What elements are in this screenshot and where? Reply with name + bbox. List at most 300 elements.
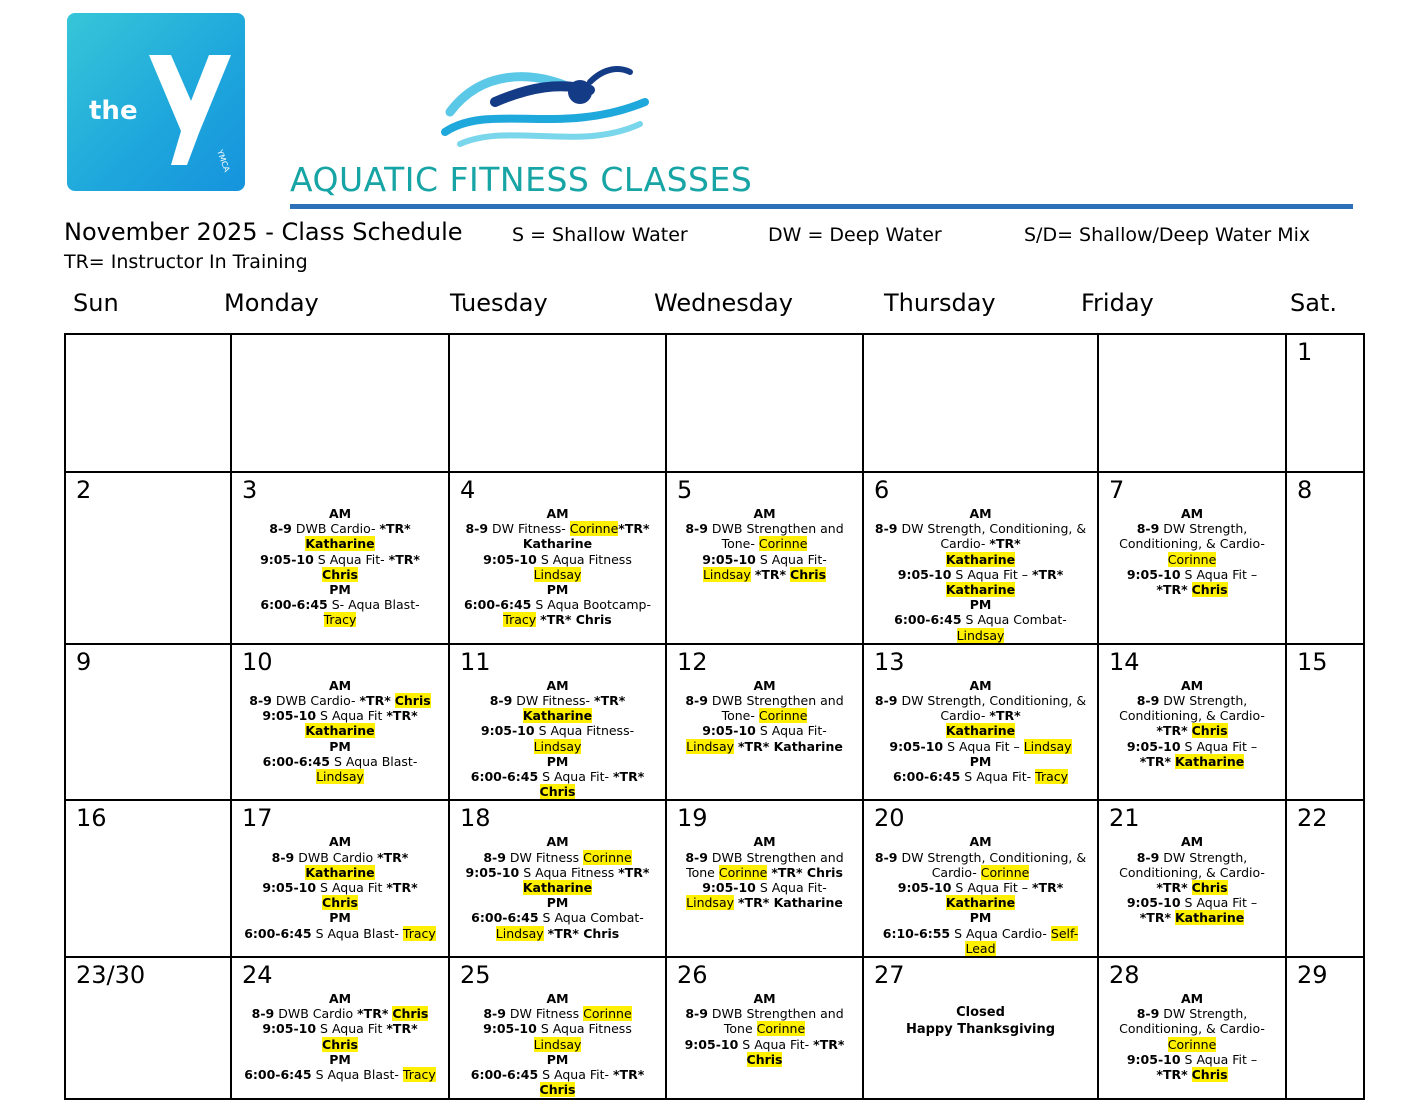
day-header-sun: Sun <box>73 289 119 317</box>
class-time: 8-9 <box>685 1006 708 1022</box>
class-time: 8-9 <box>685 693 708 709</box>
training-tag: *TR* Chris <box>771 864 843 880</box>
day-cell <box>231 800 449 957</box>
day-cell <box>65 334 231 472</box>
instructor-name: Tracy <box>402 925 436 941</box>
class-name: S Aqua Fit <box>320 880 387 896</box>
class-name: S Aqua Fit – <box>955 880 1033 896</box>
day-cell <box>666 334 863 472</box>
class-time: 8-9 <box>483 1006 506 1022</box>
training-tag: *TR* <box>989 536 1021 552</box>
class-time: 8-9 <box>1136 693 1160 709</box>
instructor-name: Tracy <box>323 612 357 628</box>
class-time: 8-9 <box>874 521 898 537</box>
am-label: AM <box>753 834 776 850</box>
instructor-name: Lindsay <box>702 566 751 582</box>
class-name: DW Fitness <box>509 849 584 865</box>
class-time: 8-9 <box>1136 849 1160 865</box>
class-time: 9:05-10 <box>260 551 314 567</box>
pm-label: PM <box>546 753 569 769</box>
class-time: 6:00-6:45 <box>262 753 330 769</box>
day-cell <box>863 644 1098 801</box>
day-cell <box>231 334 449 472</box>
day-number: 9 <box>76 647 92 676</box>
instructor-name: Lindsay <box>1023 738 1072 754</box>
class-name: DW Strength, Conditioning, & Cardio- <box>901 693 1087 724</box>
class-name: S Aqua Blast- <box>315 1067 403 1083</box>
day-cell <box>863 957 1098 1098</box>
training-tag: *TR* Chris <box>547 925 620 941</box>
training-tag: *TR* <box>618 521 650 537</box>
day-header-tue: Tuesday <box>450 289 548 317</box>
day-header-mon: Monday <box>224 289 319 317</box>
day-header-fri: Friday <box>1081 289 1154 317</box>
class-name: DW Fitness- <box>516 693 595 709</box>
page-title: AQUATIC FITNESS CLASSES <box>290 160 753 199</box>
logo-text: the <box>89 96 138 126</box>
training-tag: *TR* Katharine <box>738 738 843 754</box>
instructor-name: Chris <box>1191 1067 1228 1083</box>
class-time: 8-9 <box>489 693 513 709</box>
class-time: 8-9 <box>874 693 898 709</box>
class-name: S Aqua Fit – <box>1184 566 1258 582</box>
instructor-name: Katharine <box>522 880 593 896</box>
training-tag: *TR* <box>386 708 418 724</box>
pm-label: PM <box>969 753 992 769</box>
title-rule <box>290 204 1353 209</box>
class-time: 9:05-10 <box>702 551 756 567</box>
instructor-name: Corinne <box>583 849 632 865</box>
day-cell <box>65 957 231 1098</box>
day-number: 27 <box>874 961 905 990</box>
training-tag: *TR* <box>1032 880 1064 896</box>
class-time: 6:00-6:45 <box>244 1067 312 1083</box>
day-cell <box>1098 957 1286 1098</box>
day-number: 13 <box>874 647 905 676</box>
instructor-name: Corinne <box>1167 1036 1217 1052</box>
class-name: S Aqua Fit- <box>964 769 1036 785</box>
training-tag: *TR* <box>388 551 420 567</box>
training-tag: *TR* <box>1156 1067 1188 1083</box>
instructor-name: Tracy <box>1035 769 1069 785</box>
instructor-name: Self-Lead <box>965 925 1079 956</box>
class-name: S Aqua Combat- <box>965 612 1067 628</box>
day-number: 22 <box>1297 804 1328 833</box>
class-name: DW Strength, Conditioning, & Cardio- <box>1119 693 1265 724</box>
class-name: DW Strength, Conditioning, & Cardio- <box>1119 849 1265 880</box>
class-name: S Aqua Fit- <box>317 551 389 567</box>
class-name: S Aqua Bootcamp- <box>535 597 651 613</box>
instructor-name: Lindsay <box>686 738 735 754</box>
day-cell <box>863 334 1098 472</box>
ymca-logo <box>67 13 245 191</box>
class-time: 9:05-10 <box>262 708 317 724</box>
day-number: 12 <box>677 647 708 676</box>
class-name: DW Strength, Conditioning, & Cardio- <box>901 849 1087 880</box>
class-time: 8-9 <box>271 849 295 865</box>
class-time: 8-9 <box>251 1006 275 1022</box>
instructor-name: Lindsay <box>495 925 544 941</box>
instructor-name: Katharine <box>305 864 375 880</box>
class-name: S Aqua Fit- <box>759 723 827 739</box>
instructor-name: Corinne <box>980 864 1030 880</box>
instructor-name: Katharine <box>522 536 593 552</box>
am-label: AM <box>546 834 569 850</box>
instructor-name: Katharine <box>1174 910 1245 926</box>
instructor-name: Lindsay <box>533 566 582 582</box>
class-time: 8-9 <box>269 521 292 537</box>
class-time: 8-9 <box>685 521 708 537</box>
class-time: 6:10-6:55 <box>882 925 951 941</box>
am-label: AM <box>546 506 569 521</box>
class-time: 6:00-6:45 <box>244 925 312 941</box>
class-name: S Aqua Fitness <box>540 1021 632 1037</box>
am-label: AM <box>328 506 352 521</box>
day-cell <box>1286 334 1364 472</box>
class-name: S- Aqua Blast- <box>331 597 420 613</box>
am-label: AM <box>969 834 992 850</box>
week-row <box>65 472 1364 644</box>
training-tag: *TR* <box>1139 910 1171 926</box>
class-time: 9:05-10 <box>897 566 952 582</box>
class-time: 9:05-10 <box>262 880 317 896</box>
training-tag: *TR* <box>989 708 1021 724</box>
class-name: S Aqua Fit- <box>542 769 613 785</box>
class-name: S Aqua Combat- <box>542 910 644 926</box>
legend-shallow: S = Shallow Water <box>512 224 688 246</box>
day-number: 1 <box>1297 338 1313 366</box>
class-name: DWB Strengthen and Tone <box>711 1006 844 1037</box>
day-header-wed: Wednesday <box>654 289 793 317</box>
instructor-name: Corinne <box>758 536 808 552</box>
day-number: 14 <box>1109 647 1140 676</box>
class-time: 8-9 <box>249 693 272 709</box>
am-label: AM <box>969 677 992 693</box>
day-cell <box>666 644 863 801</box>
instructor-name: Chris <box>1191 582 1228 598</box>
day-number: 10 <box>242 647 273 676</box>
instructor-name: Lindsay <box>316 769 364 785</box>
class-time: 8-9 <box>874 849 898 865</box>
day-cell <box>1286 957 1364 1098</box>
training-tag: *TR* <box>618 864 650 880</box>
instructor-name: Chris <box>394 693 431 709</box>
instructor-name: Corinne <box>756 1021 806 1037</box>
class-name: DW Strength, Conditioning, & Cardio- <box>901 521 1087 552</box>
training-tag: *TR* <box>1156 582 1188 598</box>
instructor-name: Lindsay <box>686 895 735 911</box>
class-name: DWB Strengthen and Tone- <box>711 693 844 724</box>
legend-training: TR= Instructor In Training <box>64 251 308 273</box>
instructor-name: Chris <box>539 784 576 800</box>
class-name: DW Strength, Conditioning, & Cardio- <box>1119 1006 1265 1037</box>
week-row <box>65 800 1364 957</box>
pm-label: PM <box>969 910 992 926</box>
training-tag: *TR* <box>1139 753 1171 769</box>
am-label: AM <box>1180 834 1204 850</box>
training-tag: *TR* <box>377 849 409 865</box>
day-number: 29 <box>1297 961 1328 990</box>
class-name: DW Fitness <box>509 1006 584 1022</box>
class-name: DWB Cardio- <box>295 521 380 537</box>
day-cell <box>449 957 666 1098</box>
day-number: 6 <box>874 476 890 504</box>
day-cell <box>1286 644 1364 801</box>
class-name: S Aqua Blast- <box>315 925 403 941</box>
day-cell <box>231 472 449 644</box>
calendar-grid <box>64 333 1365 1100</box>
day-number: 26 <box>677 961 708 990</box>
training-tag: *TR* Chris <box>540 612 612 628</box>
class-name: DW Strength, Conditioning, & Cardio- <box>1119 521 1265 552</box>
class-time: 6:00-6:45 <box>463 597 532 613</box>
instructor-name: Chris <box>322 1036 358 1052</box>
class-time: 9:05-10 <box>889 738 944 754</box>
class-name: S Aqua Fit <box>320 708 387 724</box>
am-label: AM <box>753 991 776 1007</box>
training-tag: *TR* Katharine <box>738 895 843 911</box>
pm-label: PM <box>329 738 351 754</box>
am-label: AM <box>328 834 352 850</box>
day-cell <box>65 800 231 957</box>
day-cell <box>666 472 863 644</box>
class-time: 9:05-10 <box>702 723 756 739</box>
instructor-name: Katharine <box>522 708 593 724</box>
pm-label: PM <box>546 582 569 598</box>
instructor-name: Chris <box>322 895 358 911</box>
day-number: 25 <box>460 961 491 990</box>
class-name: S Aqua Fit <box>320 1021 387 1037</box>
instructor-name: Katharine <box>305 723 375 739</box>
day-number: 3 <box>242 476 258 504</box>
pm-label: PM <box>329 910 351 926</box>
closed-label: Closed <box>956 1005 1005 1021</box>
am-label: AM <box>753 506 776 521</box>
swimmer-icon <box>440 62 650 152</box>
legend-mix: S/D= Shallow/Deep Water Mix <box>1024 224 1311 246</box>
training-tag: *TR* <box>1156 723 1188 739</box>
pm-label: PM <box>969 597 992 613</box>
am-label: AM <box>328 677 352 693</box>
day-number: 11 <box>460 647 491 676</box>
training-tag: *TR* <box>386 1021 418 1037</box>
week-row <box>65 644 1364 801</box>
class-name: S Aqua Fit – <box>955 566 1033 582</box>
day-events <box>667 473 862 582</box>
training-tag: *TR* <box>813 1036 845 1052</box>
class-name: S Aqua Blast- <box>333 753 418 769</box>
class-name: S Aqua Fit- <box>742 1036 814 1052</box>
day-events <box>864 473 1097 643</box>
instructor-name: Chris <box>539 1082 576 1098</box>
day-number: 7 <box>1109 476 1125 504</box>
instructor-name: Chris <box>746 1051 783 1067</box>
class-time: 9:05-10 <box>480 723 535 739</box>
training-tag: *TR* <box>379 521 411 537</box>
instructor-name: Chris <box>1191 880 1228 896</box>
day-cell <box>231 957 449 1098</box>
class-name: DW Fitness- <box>492 521 570 537</box>
am-label: AM <box>1180 677 1204 693</box>
instructor-name: Corinne <box>718 864 768 880</box>
logo-mark: YMCA <box>215 148 232 174</box>
day-number: 23/30 <box>76 961 146 990</box>
instructor-name: Tracy <box>402 1067 436 1083</box>
class-time: 9:05-10 <box>1126 895 1181 911</box>
class-time: 6:00-6:45 <box>470 769 539 785</box>
class-time: 8-9 <box>1136 1006 1160 1022</box>
day-events <box>232 473 448 628</box>
day-number: 21 <box>1109 804 1140 833</box>
instructor-name: Chris <box>322 566 358 582</box>
class-time: 8-9 <box>465 521 489 537</box>
day-cell <box>231 644 449 801</box>
class-time: 9:05-10 <box>702 880 756 896</box>
class-name: DWB Cardio <box>298 849 378 865</box>
pm-label: PM <box>329 1051 351 1067</box>
day-header-sat: Sat. <box>1290 289 1337 317</box>
week-row <box>65 334 1364 472</box>
pm-label: PM <box>546 895 569 911</box>
class-name: S Aqua Fit – <box>1184 895 1258 911</box>
instructor-name: Lindsay <box>956 627 1005 643</box>
training-tag: *TR* <box>1032 566 1064 582</box>
class-name: S Aqua Fit – <box>1184 1051 1258 1067</box>
class-name: DWB Cardio <box>278 1006 358 1022</box>
day-cell <box>65 472 231 644</box>
holiday-label: Happy Thanksgiving <box>905 1022 1056 1038</box>
day-cell <box>1098 472 1286 644</box>
day-cell <box>449 800 666 957</box>
class-time: 9:05-10 <box>1126 566 1181 582</box>
day-cell <box>65 644 231 801</box>
class-time: 6:00-6:45 <box>260 597 328 613</box>
day-cell <box>1286 800 1364 957</box>
training-tag: *TR* <box>359 693 391 709</box>
legend-deep: DW = Deep Water <box>768 224 942 246</box>
day-number: 17 <box>242 804 273 833</box>
training-tag: *TR* <box>613 1067 645 1083</box>
class-time: 9:05-10 <box>897 880 952 896</box>
class-name: S Aqua Cardio- <box>954 925 1051 941</box>
class-time: 9:05-10 <box>1126 1051 1181 1067</box>
week-row <box>65 957 1364 1098</box>
class-time: 9:05-10 <box>1126 738 1181 754</box>
class-name: S Aqua Fitness- <box>538 723 635 739</box>
day-number: 28 <box>1109 961 1140 990</box>
class-time: 8-9 <box>483 849 506 865</box>
instructor-name: Lindsay <box>533 738 582 754</box>
day-number: 20 <box>874 804 905 833</box>
day-cell <box>1098 800 1286 957</box>
class-name: S Aqua Fit – <box>947 738 1024 754</box>
instructor-name: Chris <box>790 566 827 582</box>
am-label: AM <box>753 677 776 693</box>
day-cell <box>863 800 1098 957</box>
day-number: 16 <box>76 804 107 833</box>
day-events <box>450 473 665 628</box>
class-time: 6:00-6:45 <box>471 910 539 926</box>
day-cell <box>863 472 1098 644</box>
day-cell <box>666 957 863 1098</box>
instructor-name: Katharine <box>945 551 1016 567</box>
instructor-name: Lindsay <box>533 1036 582 1052</box>
class-name: DWB Cardio- <box>275 693 360 709</box>
class-name: DWB Strengthen and Tone <box>686 849 844 880</box>
instructor-name: Katharine <box>1174 753 1245 769</box>
am-label: AM <box>1180 506 1204 521</box>
class-time: 8-9 <box>685 849 708 865</box>
am-label: AM <box>328 991 352 1007</box>
day-number: 8 <box>1297 476 1313 504</box>
class-time: 9:05-10 <box>483 1021 537 1037</box>
day-number: 24 <box>242 961 273 990</box>
day-number: 2 <box>76 476 92 504</box>
class-time: 9:05-10 <box>483 551 537 567</box>
am-label: AM <box>969 506 992 521</box>
training-tag: *TR* <box>357 1006 389 1022</box>
day-header-thu: Thursday <box>884 289 996 317</box>
class-time: 6:00-6:45 <box>894 612 962 628</box>
instructor-name: Katharine <box>945 895 1016 911</box>
class-time: 9:05-10 <box>262 1021 317 1037</box>
instructor-name: Corinne <box>583 1006 632 1022</box>
class-name: S Aqua Fitness <box>540 551 632 567</box>
class-name: S Aqua Fit- <box>542 1067 613 1083</box>
am-label: AM <box>546 991 569 1007</box>
class-name: S Aqua Fitness <box>523 864 619 880</box>
day-cell <box>449 644 666 801</box>
day-cell <box>449 334 666 472</box>
class-name: S Aqua Fit- <box>759 551 827 567</box>
class-time: 8-9 <box>1136 521 1160 537</box>
am-label: AM <box>1180 991 1204 1007</box>
day-cell <box>1098 644 1286 801</box>
instructor-name: Corinne <box>569 521 619 537</box>
class-time: 9:05-10 <box>684 1036 739 1052</box>
instructor-name: Corinne <box>1167 551 1217 567</box>
class-time: 6:00-6:45 <box>892 769 961 785</box>
day-cell <box>666 800 863 957</box>
am-label: AM <box>546 677 569 693</box>
training-tag: *TR* <box>594 693 626 709</box>
class-name: S Aqua Fit – <box>1184 738 1258 754</box>
instructor-name: Chris <box>392 1006 429 1022</box>
instructor-name: Chris <box>1191 723 1228 739</box>
instructor-name: Katharine <box>305 536 375 552</box>
day-cell <box>449 472 666 644</box>
instructor-name: Katharine <box>945 582 1016 598</box>
training-tag: *TR* <box>613 769 645 785</box>
day-number: 15 <box>1297 647 1328 676</box>
day-number: 4 <box>460 476 476 504</box>
training-tag: *TR* <box>386 880 418 896</box>
day-cell <box>1286 472 1364 644</box>
pm-label: PM <box>546 1051 569 1067</box>
instructor-name: Corinne <box>758 708 808 724</box>
training-tag: *TR* <box>1156 880 1188 896</box>
class-name: S Aqua Fit- <box>759 880 827 896</box>
day-cell <box>1098 334 1286 472</box>
class-time: 9:05-10 <box>465 864 520 880</box>
day-number: 5 <box>677 476 693 504</box>
instructor-name: Tracy <box>503 612 537 628</box>
class-time: 6:00-6:45 <box>470 1067 539 1083</box>
training-tag: *TR* <box>754 566 787 582</box>
class-name: DWB Strengthen and Tone- <box>711 521 844 552</box>
pm-label: PM <box>329 582 351 598</box>
day-number: 19 <box>677 804 708 833</box>
